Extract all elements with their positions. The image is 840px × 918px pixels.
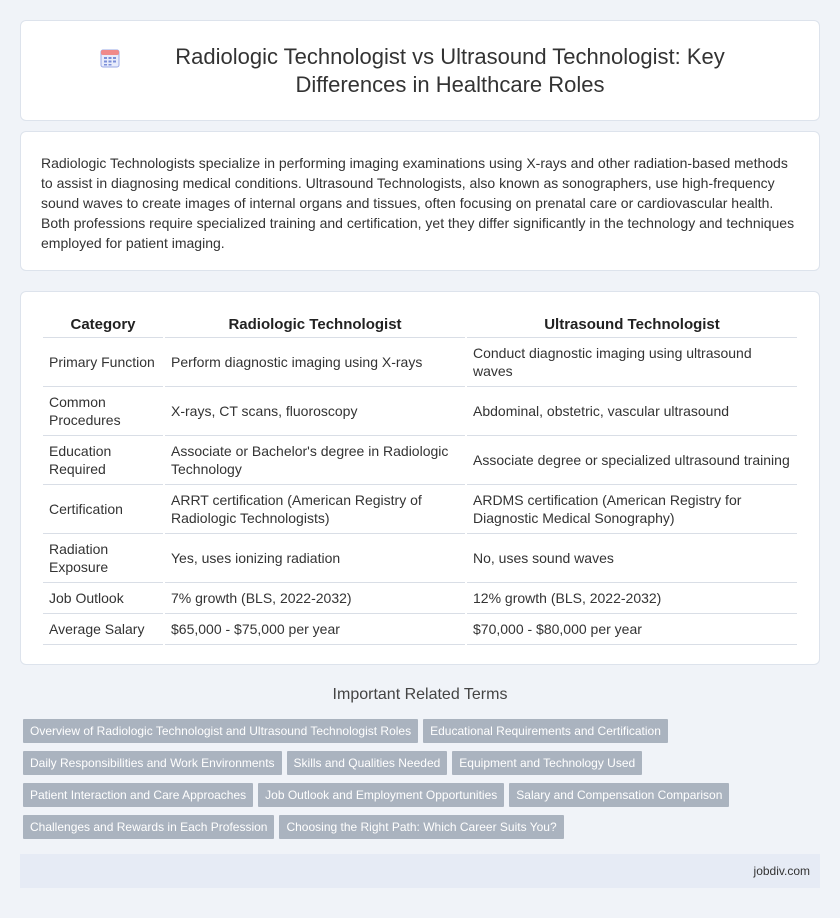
row-category: Job Outlook (43, 583, 163, 614)
radiologic-cell: 7% growth (BLS, 2022-2032) (165, 583, 465, 614)
column-header-ultrasound: Ultrasound Technologist (467, 312, 797, 338)
related-term-tag[interactable]: Job Outlook and Employment Opportunities (258, 783, 504, 807)
table-row (43, 614, 797, 645)
ultrasound-cell: No, uses sound waves (467, 534, 797, 583)
title-card (20, 20, 820, 121)
table-row (43, 387, 797, 436)
related-term-tag[interactable]: Overview of Radiologic Technologist and Ultrasound Technologist Roles (23, 719, 418, 743)
comparison-card (20, 291, 820, 665)
intro-paragraph: Radiologic Technologists specialize in performing imaging examinations using X-rays and other radiation-based methods to assist in diagnosing medical conditions. Ultrasound Technologists, also known as sonographers, use high-frequency sound waves to create images of internal organs and tissues, often focusing on prenatal care or cardiovascular health. Both professions require specialized training and certification, yet they differ significantly in the technology and techniques employed for patient imaging. (41, 155, 795, 251)
table-row (43, 436, 797, 485)
related-term-tag[interactable]: Daily Responsibilities and Work Environments (23, 751, 282, 775)
table-row (43, 583, 797, 614)
row-category: Primary Function (43, 338, 163, 387)
related-term-tag[interactable]: Salary and Compensation Comparison (509, 783, 729, 807)
related-term-tag[interactable]: Choosing the Right Path: Which Career Suits You? (279, 815, 563, 839)
related-terms-list (23, 719, 823, 847)
ultrasound-cell: Conduct diagnostic imaging using ultrasound waves (467, 338, 797, 387)
radiologic-cell: Perform diagnostic imaging using X-rays (165, 338, 465, 387)
ultrasound-cell: Associate degree or specialized ultrasound training (467, 436, 797, 485)
ultrasound-cell: ARDMS certification (American Registry for Diagnostic Medical Sonography) (467, 485, 797, 534)
radiologic-cell: Yes, uses ionizing radiation (165, 534, 465, 583)
footer-bar (20, 854, 820, 888)
radiologic-cell: X-rays, CT scans, fluoroscopy (165, 387, 465, 436)
related-terms-heading: Important Related Terms (332, 686, 508, 703)
row-category: Average Salary (43, 614, 163, 645)
radiologic-cell: $65,000 - $75,000 per year (165, 614, 465, 645)
related-term-tag[interactable]: Equipment and Technology Used (452, 751, 642, 775)
row-category: Common Procedures (43, 387, 163, 436)
comparison-table (41, 312, 799, 645)
row-category: Radiation Exposure (43, 534, 163, 583)
column-header-radiologic: Radiologic Technologist (165, 312, 465, 338)
ultrasound-cell: 12% growth (BLS, 2022-2032) (467, 583, 797, 614)
table-header-row (43, 312, 797, 338)
row-category: Certification (43, 485, 163, 534)
ultrasound-cell: $70,000 - $80,000 per year (467, 614, 797, 645)
related-term-tag[interactable]: Patient Interaction and Care Approaches (23, 783, 253, 807)
page-title: Radiologic Technologist vs Ultrasound Technologist: Key Differences in Healthcare Roles (175, 44, 725, 97)
footer-site-link[interactable]: jobdiv.com (753, 864, 810, 878)
radiologic-cell: Associate or Bachelor's degree in Radiologic Technology (165, 436, 465, 485)
table-row (43, 338, 797, 387)
intro-card (20, 131, 820, 271)
column-header-category: Category (43, 312, 163, 338)
radiologic-cell: ARRT certification (American Registry of Radiologic Technologists) (165, 485, 465, 534)
ultrasound-cell: Abdominal, obstetric, vascular ultrasound (467, 387, 797, 436)
table-row (43, 534, 797, 583)
related-term-tag[interactable]: Challenges and Rewards in Each Profession (23, 815, 274, 839)
related-term-tag[interactable]: Educational Requirements and Certification (423, 719, 668, 743)
row-category: Education Required (43, 436, 163, 485)
table-row (43, 485, 797, 534)
related-term-tag[interactable]: Skills and Qualities Needed (287, 751, 448, 775)
